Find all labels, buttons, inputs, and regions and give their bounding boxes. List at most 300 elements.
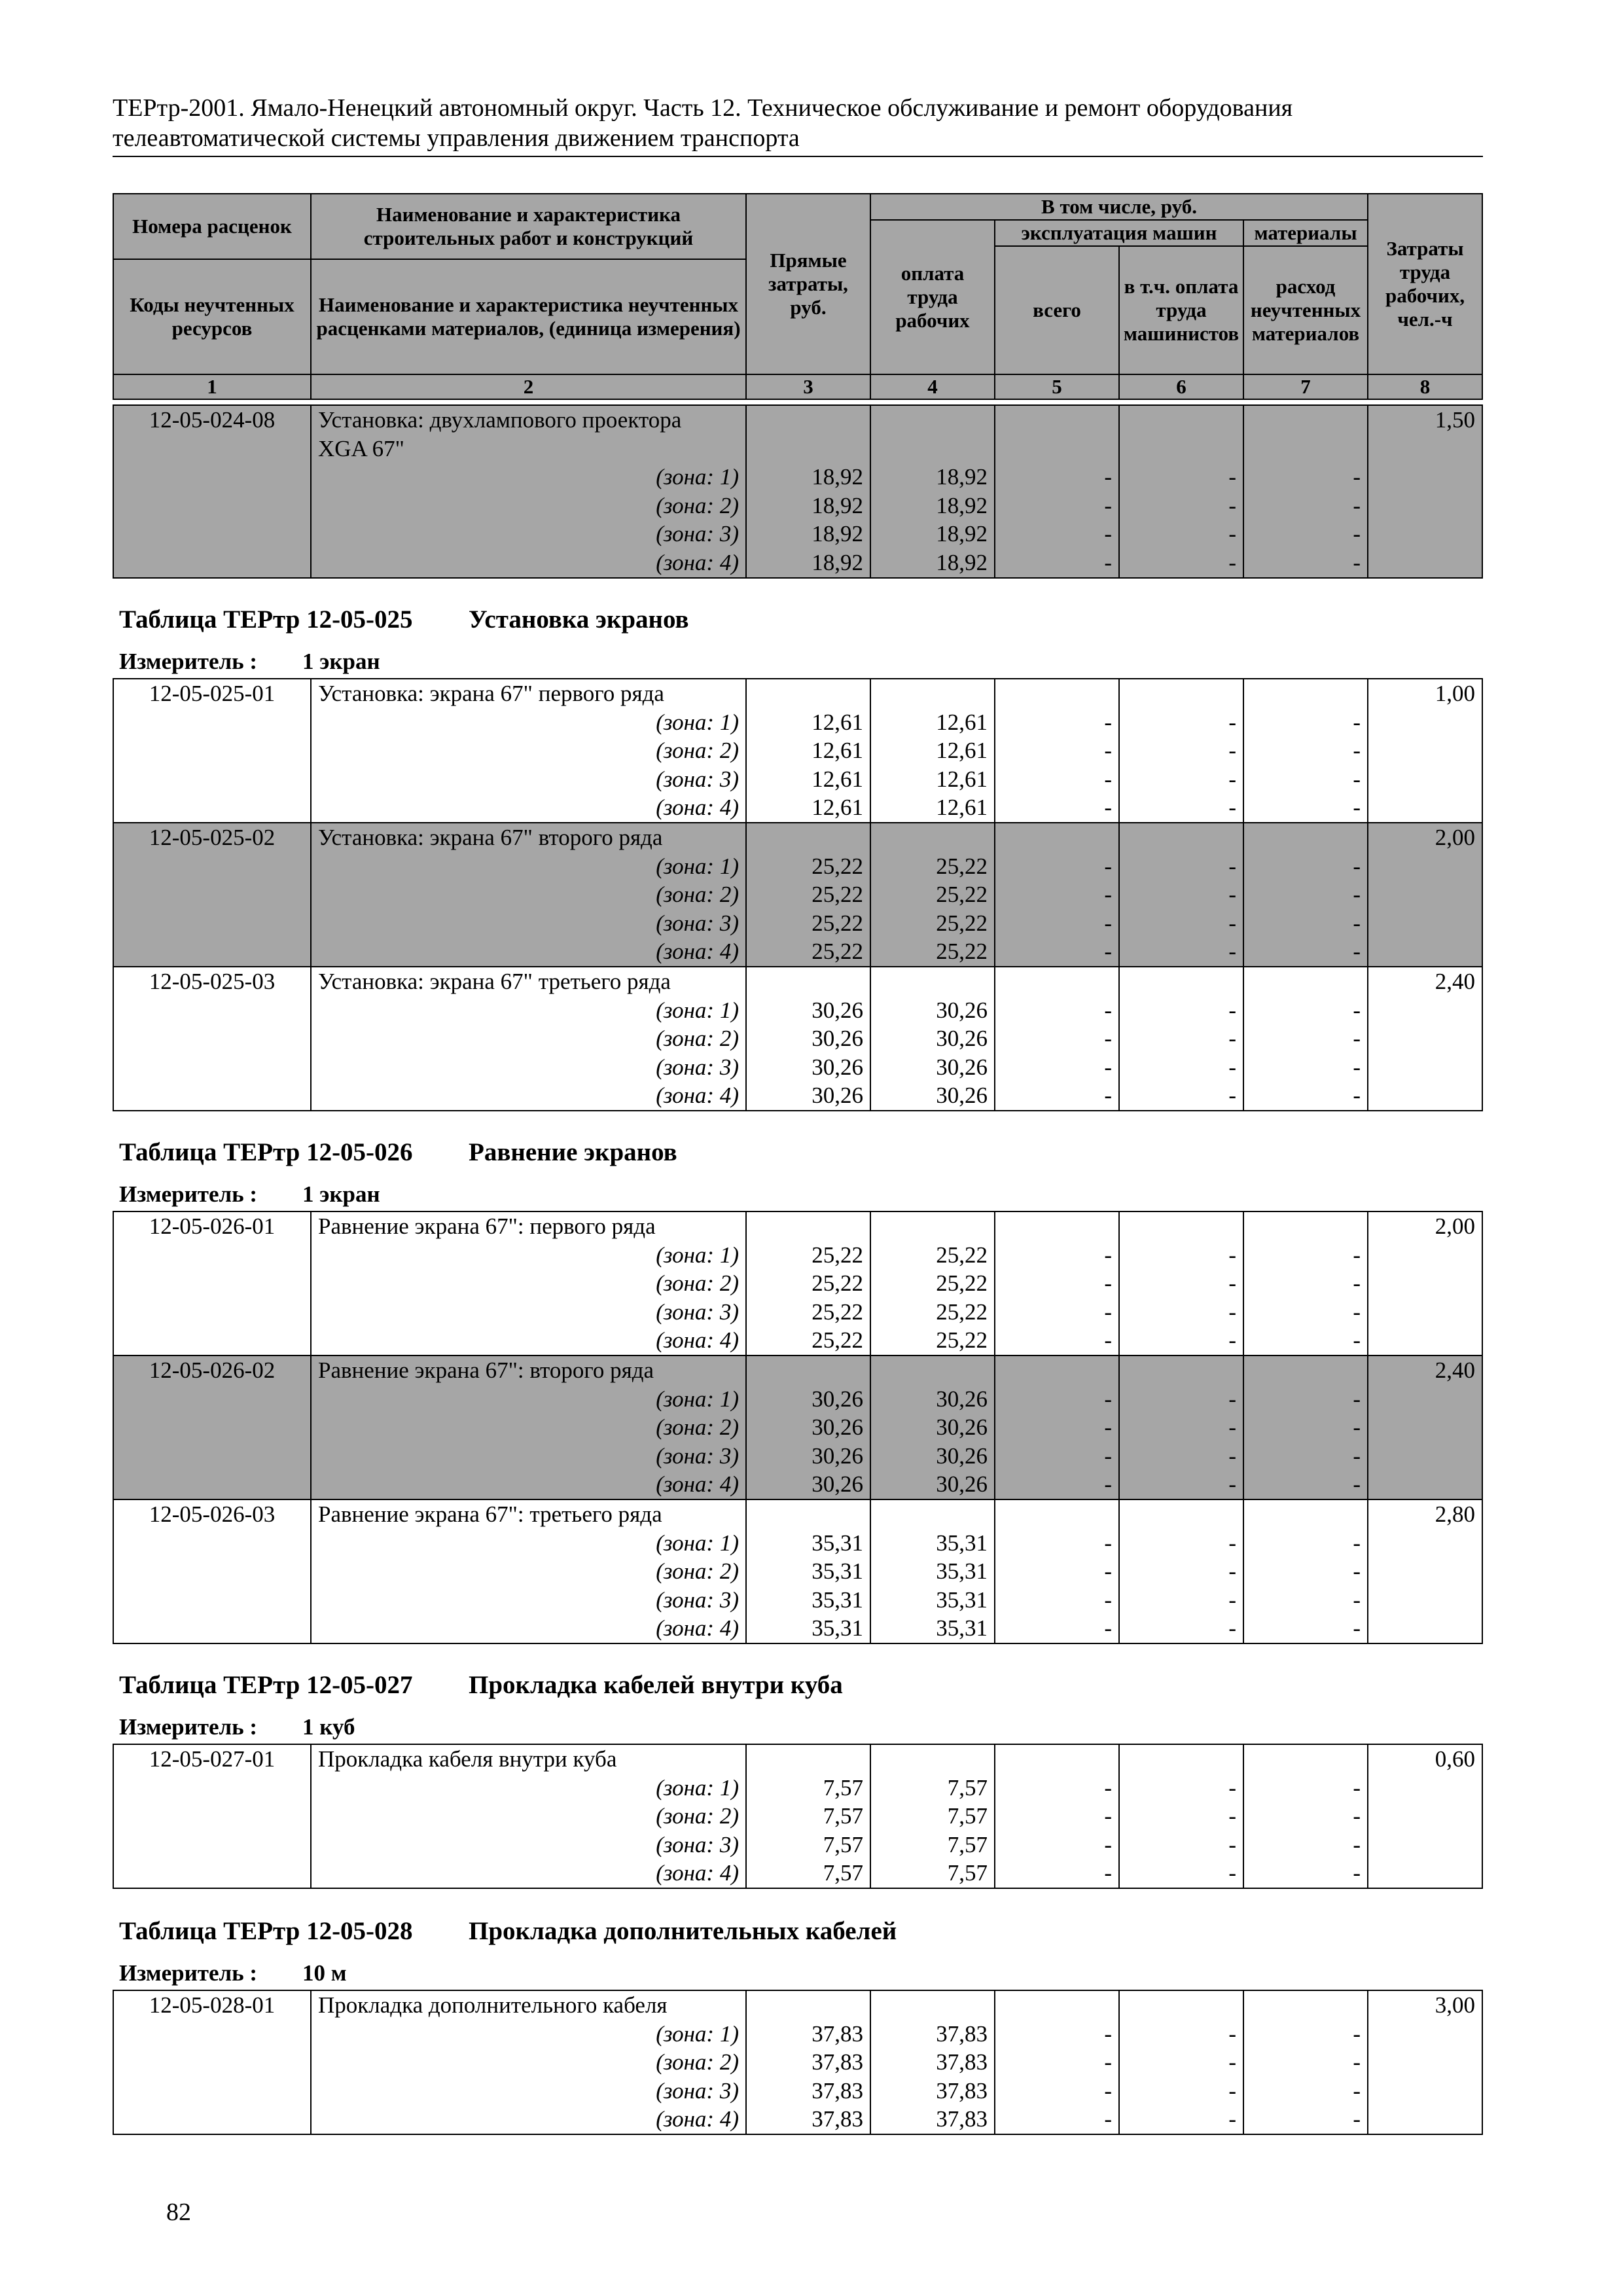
rate-block (113, 1499, 1482, 1643)
direct-cost: 30,26 (746, 1385, 870, 1414)
machinist-pay: - (1119, 1326, 1243, 1355)
materials-usage: - (1243, 492, 1368, 520)
materials-usage: - (1243, 1557, 1368, 1586)
zone-label: (зона: 2) (311, 1557, 746, 1586)
machines-total: - (995, 463, 1119, 492)
machinist-pay: - (1119, 2048, 1243, 2077)
worker-pay: 25,22 (870, 1326, 995, 1355)
materials-usage: - (1243, 793, 1368, 823)
header-col-number: 8 (1368, 374, 1482, 399)
machines-total: - (995, 2077, 1119, 2106)
table-row (113, 1355, 1482, 1385)
materials-usage: - (1243, 1053, 1368, 1082)
labor-cost: 2,40 (1368, 967, 1482, 996)
zone-label: (зона: 1) (311, 2020, 746, 2049)
zone-row (113, 996, 1482, 1025)
table-row (113, 1990, 1482, 2020)
direct-cost: 25,22 (746, 937, 870, 967)
zone-row (113, 463, 1482, 492)
machinist-pay: - (1119, 937, 1243, 967)
zone-label: (зона: 4) (311, 793, 746, 823)
machines-total: - (995, 996, 1119, 1025)
direct-cost: 18,92 (746, 492, 870, 520)
machines-total: - (995, 909, 1119, 938)
zone-label: (зона: 3) (311, 765, 746, 794)
direct-cost: 30,26 (746, 1470, 870, 1499)
worker-pay: 37,83 (870, 2048, 995, 2077)
machines-total: - (995, 1831, 1119, 1859)
running-header: ТЕРтр-2001. Ямало-Ненецкий автономный округ. Часть 12. Техническое обслуживание и ремонт оборудования телеавтоматической системы управления движением транспорта (113, 93, 1483, 157)
direct-cost: 12,61 (746, 793, 870, 823)
header-materials-name: Наименование и характеристика неучтенных расценками материалов, (единица измерения) (311, 259, 746, 374)
zone-label: (зона: 4) (311, 1081, 746, 1111)
zone-label: (зона: 1) (311, 852, 746, 881)
worker-pay: 30,26 (870, 1413, 995, 1442)
zone-label: (зона: 1) (311, 708, 746, 737)
labor-cost: 2,40 (1368, 1355, 1482, 1385)
machinist-pay: - (1119, 1529, 1243, 1558)
header-resource-codes: Коды неучтенных ресурсов (113, 259, 311, 374)
machinist-pay: - (1119, 1269, 1243, 1298)
direct-cost: 12,61 (746, 765, 870, 794)
header-machines-total: всего (995, 246, 1119, 374)
machinist-pay: - (1119, 852, 1243, 881)
table-caption (119, 605, 689, 635)
machines-total: - (995, 1557, 1119, 1586)
zone-label: (зона: 3) (311, 1053, 746, 1082)
zone-row (113, 909, 1482, 938)
table-number: Таблица ТЕРтр 12-05-026 (119, 1138, 413, 1166)
direct-cost: 7,57 (746, 1802, 870, 1831)
rate-title: Равнение экрана 67": третьего ряда (311, 1499, 746, 1529)
rate-table-12-05-025 (113, 678, 1483, 1111)
machinist-pay: - (1119, 1241, 1243, 1270)
measure-unit: 1 куб (302, 1714, 355, 1740)
direct-cost: 12,61 (746, 708, 870, 737)
direct-cost: 30,26 (746, 996, 870, 1025)
rate-title-continued: XGA 67" (311, 435, 746, 463)
worker-pay: 30,26 (870, 1385, 995, 1414)
materials-usage: - (1243, 1241, 1368, 1270)
machines-total: - (995, 937, 1119, 967)
direct-cost: 7,57 (746, 1859, 870, 1888)
header-unaccounted-materials: расход неучтенных материалов (1243, 246, 1368, 374)
worker-pay: 35,31 (870, 1529, 995, 1558)
rate-block (113, 679, 1482, 823)
direct-cost: 35,31 (746, 1557, 870, 1586)
machines-total: - (995, 1413, 1119, 1442)
rate-code: 12-05-026-02 (113, 1355, 311, 1385)
zone-label: (зона: 3) (311, 2077, 746, 2106)
materials-usage: - (1243, 1024, 1368, 1053)
machines-total: - (995, 765, 1119, 794)
zone-label: (зона: 4) (311, 937, 746, 967)
machinist-pay: - (1119, 736, 1243, 765)
materials-usage: - (1243, 2020, 1368, 2049)
zone-row (113, 852, 1482, 881)
materials-usage: - (1243, 937, 1368, 967)
header-materials: материалы (1243, 220, 1368, 246)
labor-cost: 3,00 (1368, 1990, 1482, 2020)
rate-table-12-05-028 (113, 1990, 1483, 2135)
materials-usage: - (1243, 996, 1368, 1025)
table-row (113, 1211, 1482, 1241)
rate-code: 12-05-025-01 (113, 679, 311, 708)
measure-unit: 10 м (302, 1960, 347, 1986)
zone-row (113, 1586, 1482, 1615)
direct-cost: 25,22 (746, 852, 870, 881)
direct-cost: 35,31 (746, 1529, 870, 1558)
machines-total: - (995, 1298, 1119, 1327)
machines-total: - (995, 1614, 1119, 1643)
direct-cost: 37,83 (746, 2048, 870, 2077)
worker-pay: 18,92 (870, 463, 995, 492)
measure-unit: 1 экран (302, 649, 380, 674)
worker-pay: 35,31 (870, 1614, 995, 1643)
zone-row (113, 1081, 1482, 1111)
zone-row (113, 1831, 1482, 1859)
materials-usage: - (1243, 1802, 1368, 1831)
rate-code: 12-05-024-08 (113, 405, 311, 435)
zone-row (113, 765, 1482, 794)
direct-cost: 18,92 (746, 463, 870, 492)
table-row (113, 679, 1482, 708)
worker-pay: 25,22 (870, 909, 995, 938)
rate-code: 12-05-025-03 (113, 967, 311, 996)
machinist-pay: - (1119, 708, 1243, 737)
machines-total: - (995, 1802, 1119, 1831)
zone-label: (зона: 2) (311, 736, 746, 765)
machines-total: - (995, 520, 1119, 548)
zone-label: (зона: 2) (311, 1413, 746, 1442)
machinist-pay: - (1119, 765, 1243, 794)
rate-code: 12-05-027-01 (113, 1744, 311, 1774)
header-col-number: 2 (311, 374, 746, 399)
zone-row (113, 736, 1482, 765)
machinist-pay: - (1119, 1774, 1243, 1803)
rate-title: Прокладка дополнительного кабеля (311, 1990, 746, 2020)
zone-label: (зона: 1) (311, 1385, 746, 1414)
worker-pay: 37,83 (870, 2105, 995, 2134)
zone-label: (зона: 3) (311, 1586, 746, 1615)
machines-total: - (995, 1470, 1119, 1499)
rate-table (113, 1211, 1483, 1644)
machines-total: - (995, 492, 1119, 520)
worker-pay: 12,61 (870, 793, 995, 823)
zone-label: (зона: 4) (311, 1326, 746, 1355)
direct-cost: 30,26 (746, 1081, 870, 1111)
zone-row (113, 708, 1482, 737)
direct-cost: 30,26 (746, 1413, 870, 1442)
machines-total: - (995, 1269, 1119, 1298)
zone-label: (зона: 3) (311, 1442, 746, 1471)
table-title: Установка экранов (469, 605, 689, 634)
machines-total: - (995, 1081, 1119, 1111)
materials-usage: - (1243, 1614, 1368, 1643)
zone-label: (зона: 3) (311, 520, 746, 548)
direct-cost: 25,22 (746, 909, 870, 938)
materials-usage: - (1243, 1081, 1368, 1111)
rate-title: Установка: экрана 67" третьего ряда (311, 967, 746, 996)
zone-row (113, 793, 1482, 823)
direct-cost: 35,31 (746, 1586, 870, 1615)
direct-cost: 30,26 (746, 1442, 870, 1471)
worker-pay: 25,22 (870, 852, 995, 881)
zone-row (113, 1326, 1482, 1355)
direct-cost: 30,26 (746, 1053, 870, 1082)
worker-pay: 7,57 (870, 1774, 995, 1803)
zone-row (113, 1298, 1482, 1327)
worker-pay: 12,61 (870, 765, 995, 794)
machinist-pay: - (1119, 1470, 1243, 1499)
direct-cost: 37,83 (746, 2077, 870, 2106)
rate-title: Установка: экрана 67" второго ряда (311, 823, 746, 852)
worker-pay: 37,83 (870, 2020, 995, 2049)
worker-pay: 7,57 (870, 1831, 995, 1859)
zone-label: (зона: 1) (311, 996, 746, 1025)
zone-label: (зона: 2) (311, 1024, 746, 1053)
machinist-pay: - (1119, 2105, 1243, 2134)
direct-cost: 37,83 (746, 2020, 870, 2049)
header-col-number: 7 (1243, 374, 1368, 399)
labor-cost: 1,00 (1368, 679, 1482, 708)
machinist-pay: - (1119, 2077, 1243, 2106)
zone-label: (зона: 3) (311, 909, 746, 938)
measure-unit: 1 экран (302, 1181, 380, 1207)
rate-block (113, 1990, 1482, 2134)
header-col-number: 1 (113, 374, 311, 399)
machines-total: - (995, 1053, 1119, 1082)
materials-usage: - (1243, 2077, 1368, 2106)
worker-pay: 18,92 (870, 492, 995, 520)
direct-cost: 25,22 (746, 1269, 870, 1298)
header-rate-numbers: Номера расценок (113, 194, 311, 259)
machines-total: - (995, 1024, 1119, 1053)
measure-label: Измеритель : (119, 649, 258, 674)
header-worker-pay: оплата труда рабочих (870, 220, 995, 374)
table-row (113, 1744, 1482, 1774)
zone-label: (зона: 1) (311, 463, 746, 492)
header-col-number: 6 (1119, 374, 1243, 399)
materials-usage: - (1243, 765, 1368, 794)
table-title: Прокладка кабелей внутри куба (469, 1671, 843, 1699)
zone-row (113, 492, 1482, 520)
machinist-pay: - (1119, 520, 1243, 548)
table-caption (119, 1138, 677, 1168)
zone-label: (зона: 4) (311, 1614, 746, 1643)
rate-title: Равнение экрана 67": второго ряда (311, 1355, 746, 1385)
materials-usage: - (1243, 1326, 1368, 1355)
materials-usage: - (1243, 1586, 1368, 1615)
machines-total: - (995, 548, 1119, 578)
machinist-pay: - (1119, 1298, 1243, 1327)
table-row (113, 405, 1482, 435)
table-number: Таблица ТЕРтр 12-05-025 (119, 605, 413, 634)
page-number: 82 (166, 2198, 191, 2226)
labor-cost: 0,60 (1368, 1744, 1482, 1774)
rate-table (113, 678, 1483, 1111)
table-row (113, 823, 1482, 852)
table-number: Таблица ТЕРтр 12-05-028 (119, 1917, 413, 1945)
rate-table (113, 1990, 1483, 2135)
direct-cost: 7,57 (746, 1831, 870, 1859)
materials-usage: - (1243, 1269, 1368, 1298)
machinist-pay: - (1119, 548, 1243, 578)
header-col-number: 3 (746, 374, 870, 399)
machines-total: - (995, 1385, 1119, 1414)
direct-cost: 18,92 (746, 520, 870, 548)
zone-label: (зона: 1) (311, 1241, 746, 1270)
machines-total: - (995, 880, 1119, 909)
zone-label: (зона: 4) (311, 1859, 746, 1888)
materials-usage: - (1243, 880, 1368, 909)
table-number: Таблица ТЕРтр 12-05-027 (119, 1671, 413, 1699)
measure-label: Измеритель : (119, 1181, 258, 1207)
table-title: Прокладка дополнительных кабелей (469, 1917, 897, 1945)
rate-title: Установка: экрана 67" первого ряда (311, 679, 746, 708)
worker-pay: 18,92 (870, 520, 995, 548)
zone-row (113, 2077, 1482, 2106)
rate-block (113, 823, 1482, 967)
machines-total: - (995, 793, 1119, 823)
rate-block (113, 1355, 1482, 1499)
materials-usage: - (1243, 520, 1368, 548)
machinist-pay: - (1119, 492, 1243, 520)
table-title: Равнение экранов (469, 1138, 677, 1166)
measure-label: Измеритель : (119, 1960, 258, 1986)
header-machinist-pay: в т.ч. оплата труда машинистов (1119, 246, 1243, 374)
materials-usage: - (1243, 2048, 1368, 2077)
machinist-pay: - (1119, 1614, 1243, 1643)
materials-usage: - (1243, 1529, 1368, 1558)
zone-row (113, 520, 1482, 548)
zone-label: (зона: 4) (311, 2105, 746, 2134)
machines-total: - (995, 852, 1119, 881)
labor-cost: 2,00 (1368, 1211, 1482, 1241)
worker-pay: 30,26 (870, 1442, 995, 1471)
labor-cost: 2,00 (1368, 823, 1482, 852)
machinist-pay: - (1119, 909, 1243, 938)
direct-cost: 25,22 (746, 880, 870, 909)
materials-usage: - (1243, 1298, 1368, 1327)
table-caption (119, 1670, 843, 1700)
materials-usage: - (1243, 2105, 1368, 2134)
machinist-pay: - (1119, 793, 1243, 823)
direct-cost: 7,57 (746, 1774, 870, 1803)
materials-usage: - (1243, 909, 1368, 938)
machines-total: - (995, 708, 1119, 737)
labor-cost: 1,50 (1368, 405, 1482, 435)
measure-label: Измеритель : (119, 1714, 258, 1740)
labor-cost: 2,80 (1368, 1499, 1482, 1529)
machinist-pay: - (1119, 1385, 1243, 1414)
zone-row (113, 1053, 1482, 1082)
zone-label: (зона: 2) (311, 1802, 746, 1831)
worker-pay: 35,31 (870, 1586, 995, 1615)
rate-title: Прокладка кабеля внутри куба (311, 1744, 746, 1774)
header-work-name: Наименование и характеристика строительных работ и конструкций (311, 194, 746, 259)
zone-row (113, 1859, 1482, 1888)
table-row (113, 1499, 1482, 1529)
rate-title: Равнение экрана 67": первого ряда (311, 1211, 746, 1241)
direct-cost: 37,83 (746, 2105, 870, 2134)
zone-row (113, 1385, 1482, 1414)
machinist-pay: - (1119, 880, 1243, 909)
zone-row (113, 1024, 1482, 1053)
direct-cost: 25,22 (746, 1298, 870, 1327)
zone-row (113, 1241, 1482, 1270)
worker-pay: 25,22 (870, 1241, 995, 1270)
worker-pay: 12,61 (870, 708, 995, 737)
zone-row (113, 1557, 1482, 1586)
materials-usage: - (1243, 1470, 1368, 1499)
zone-label: (зона: 2) (311, 492, 746, 520)
direct-cost: 18,92 (746, 548, 870, 578)
machinist-pay: - (1119, 1802, 1243, 1831)
worker-pay: 18,92 (870, 548, 995, 578)
price-table-header (113, 193, 1483, 400)
header-direct-costs: Прямые затраты, руб. (746, 194, 870, 374)
machines-total: - (995, 2048, 1119, 2077)
zone-row (113, 2020, 1482, 2049)
materials-usage: - (1243, 1385, 1368, 1414)
worker-pay: 30,26 (870, 1024, 995, 1053)
worker-pay: 25,22 (870, 1269, 995, 1298)
zone-row (113, 880, 1482, 909)
machinist-pay: - (1119, 1053, 1243, 1082)
direct-cost: 25,22 (746, 1326, 870, 1355)
zone-row (113, 1802, 1482, 1831)
machinist-pay: - (1119, 463, 1243, 492)
zone-row (113, 1442, 1482, 1471)
rate-table-12-05-026 (113, 1211, 1483, 1644)
materials-usage: - (1243, 1831, 1368, 1859)
rate-title: Установка: двухлампового проектора (311, 405, 746, 435)
machinist-pay: - (1119, 2020, 1243, 2049)
machinist-pay: - (1119, 1024, 1243, 1053)
header-col-number: 4 (870, 374, 995, 399)
rate-code: 12-05-026-03 (113, 1499, 311, 1529)
zone-label: (зона: 2) (311, 1269, 746, 1298)
materials-usage: - (1243, 1413, 1368, 1442)
table-caption (119, 1916, 897, 1946)
machines-total: - (995, 1586, 1119, 1615)
rate-code: 12-05-028-01 (113, 1990, 311, 2020)
worker-pay: 35,31 (870, 1557, 995, 1586)
worker-pay: 25,22 (870, 880, 995, 909)
worker-pay: 30,26 (870, 1470, 995, 1499)
machines-total: - (995, 1859, 1119, 1888)
zone-label: (зона: 3) (311, 1298, 746, 1327)
zone-label: (зона: 1) (311, 1529, 746, 1558)
direct-cost: 25,22 (746, 1241, 870, 1270)
worker-pay: 37,83 (870, 2077, 995, 2106)
worker-pay: 25,22 (870, 937, 995, 967)
machinist-pay: - (1119, 1413, 1243, 1442)
zone-row (113, 1470, 1482, 1499)
materials-usage: - (1243, 548, 1368, 578)
zone-row (113, 1269, 1482, 1298)
measure-line (119, 1181, 380, 1208)
machines-total: - (995, 1529, 1119, 1558)
machines-total: - (995, 1326, 1119, 1355)
direct-cost: 12,61 (746, 736, 870, 765)
carryover-table (113, 404, 1483, 579)
machines-total: - (995, 1442, 1119, 1471)
machines-total: - (995, 1241, 1119, 1270)
zone-row (113, 548, 1482, 578)
measure-line (119, 1960, 347, 1987)
